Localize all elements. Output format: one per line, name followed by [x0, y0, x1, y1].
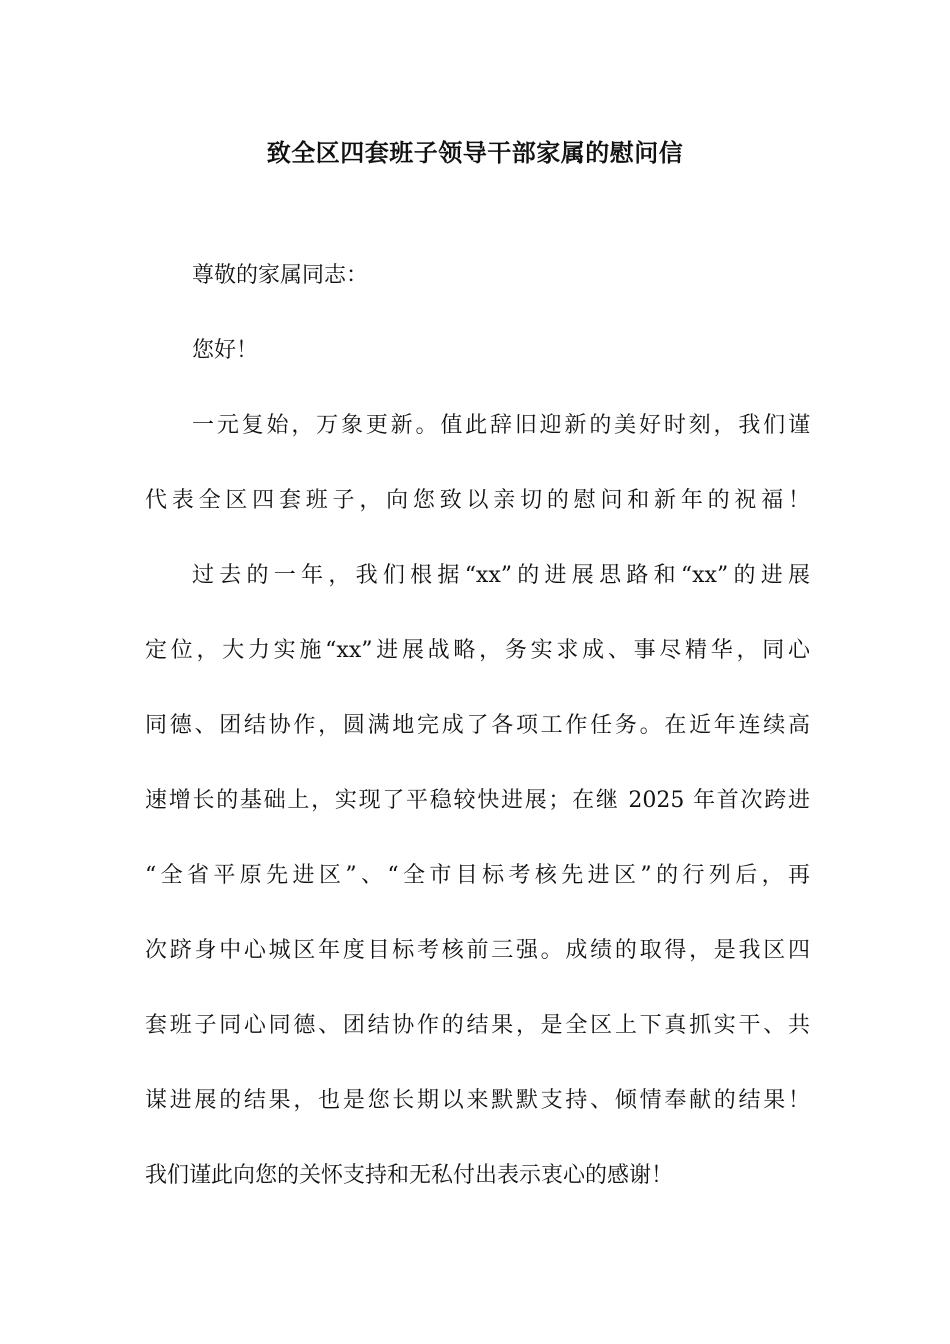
paragraph-2-line-3: 同德、团结协作，圆满地完成了各项工作任务。在近年连续高: [145, 713, 810, 738]
letter-title: 致全区四套班子领导干部家属的慰问信: [266, 139, 684, 167]
salutation: 尊敬的家属同志：: [192, 263, 369, 288]
paragraph-2-line-7: 套班子同心同德、团结协作的结果，是全区上下真抓实干、共: [145, 1013, 810, 1038]
greeting: 您好！: [192, 338, 259, 363]
paragraph-2-line-8: 谋进展的结果，也是您长期以来默默支持、倾情奉献的结果！: [145, 1088, 810, 1113]
paragraph-2-line-2: 定位，大力实施“xx”进展战略，务实求成、事尽精华，同心: [145, 638, 810, 663]
paragraph-2-line-4: 速增长的基础上，实现了平稳较快进展；在继 2025 年首次跨进: [145, 788, 810, 813]
paragraph-2-line-9: 我们谨此向您的关怀支持和无私付出表示衷心的感谢！: [145, 1163, 674, 1188]
paragraph-1-line-1: 一元复始，万象更新。值此辞旧迎新的美好时刻，我们谨: [192, 413, 810, 438]
paragraph-1-line-2: 代表全区四套班子，向您致以亲切的慰问和新年的祝福！: [145, 488, 810, 513]
paragraph-2-line-5: “全省平原先进区”、“全市目标考核先进区”的行列后，再: [145, 863, 810, 888]
paragraph-2-line-6: 次跻身中心城区年度目标考核前三强。成绩的取得，是我区四: [145, 938, 810, 963]
paragraph-2-line-1: 过去的一年，我们根据“xx”的进展思路和“xx”的进展: [192, 563, 810, 588]
